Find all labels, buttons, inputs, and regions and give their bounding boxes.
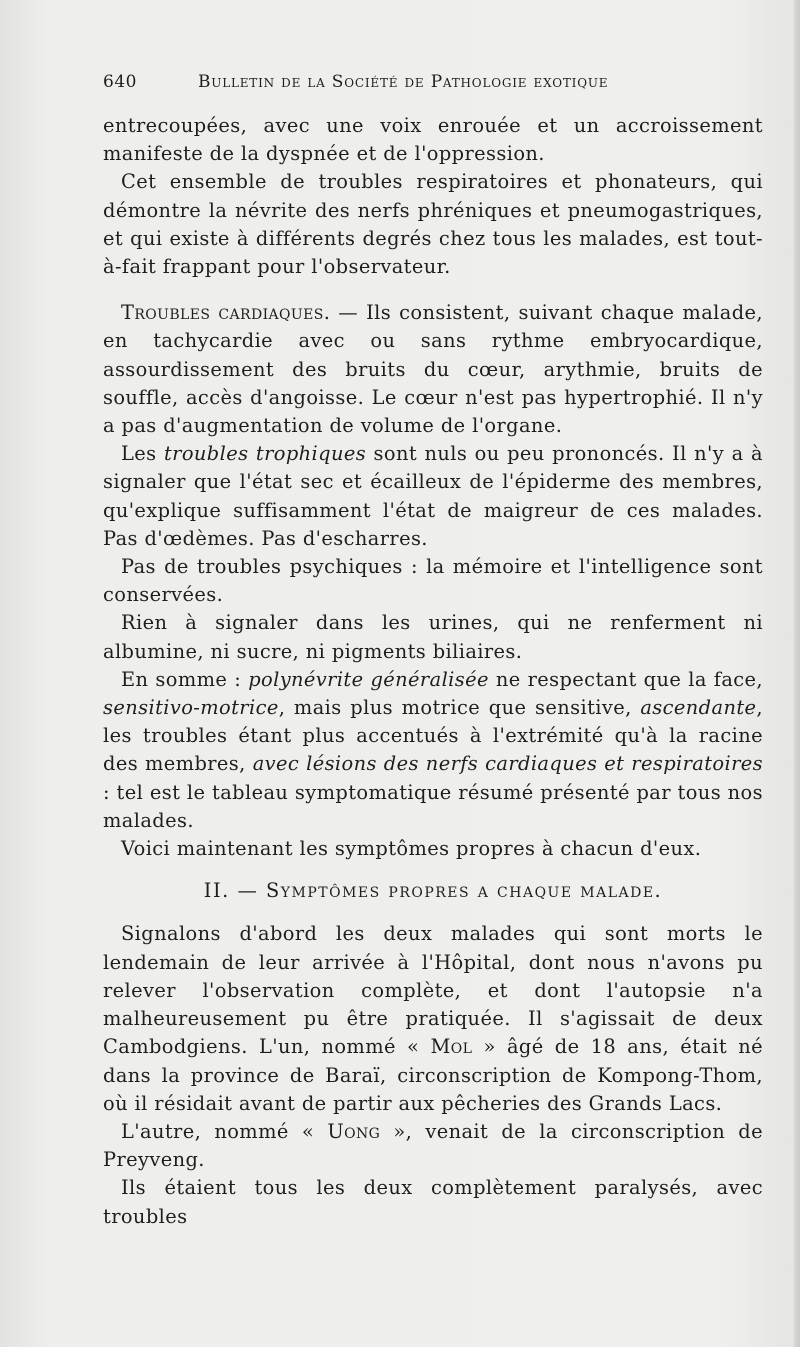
italic-term: avec lésions des nerfs cardiaques et respiratoires [252,752,764,776]
page-edge-shadow [794,0,800,1347]
italic-term: sensitivo-motrice [103,696,279,720]
text-run: , les troubles étant plus accentués à l'extrémité qu'à la racine des membres, [103,696,763,776]
paragraph: Ils étaient tous les deux complètement paralysés, avec troubles [103,1176,763,1228]
italic-term: troubles trophiques [163,442,367,466]
text-run: En somme : [121,667,249,691]
body-text [103,112,763,1231]
section-label: Troubles cardiaques. [121,301,331,325]
paragraph: Voici maintenant les symptômes propres à chacun d'eux. [121,837,702,861]
italic-term: polynévrite généralisée [248,667,489,691]
paragraph-summary [103,666,763,835]
patient-name: Mol [430,1035,473,1059]
paragraph: Pas de troubles psychiques : la mémoire et l'intelligence sont conservées. [103,555,763,607]
paragraph-patients [103,920,763,1117]
text-run: , mais plus motrice que sensitive, [278,696,641,720]
paragraph: Rien à signaler dans les urines, qui ne renferment ni albumine, ni sucre, ni pigments biliaires. [103,611,763,663]
italic-term: ascendante [640,696,757,720]
section-heading-text: II. — Symptômes propres a chaque malade. [203,879,663,903]
text-run: Signalons d'abord les deux malades qui sont morts le lendemain de leur arrivée à l'Hôpital, dont nous n'avons pu relever l'observation complète, et dont l'autopsie n'a malheureusement pu être pratiquée. Il s'agissait de deux Cambodgiens. L'un, nommé « [103,922,763,1059]
text-run: sont nuls ou peu prononcés. Il n'y a à signaler que l'état sec et écailleux de l'épiderme des membres, qu'explique suffisamment l'état de maigreur de ces malades. Pas d'œdèmes. Pas d'escharres. [103,442,763,550]
section-heading [103,877,763,905]
page-number: 640 [103,72,137,92]
text-run: ne respectant que la face, [488,667,763,691]
paragraph-second-patient [103,1118,763,1174]
text-run: Les [121,442,164,466]
paragraph: Cet ensemble de troubles respiratoires et phonateurs, qui démontre la névrite des nerfs phréniques et pneumogastriques, et qui existe à différents degrés chez tous les malades, est tout-à-fait frappant pour l'observateur. [103,170,763,279]
text-run: », venait de la circonscription de Preyveng. [103,1119,763,1172]
paragraph-trophic [103,440,763,553]
paragraph: entrecoupées, avec une voix enrouée et un accroissement manifeste de la dyspnée et de l'oppression. [103,114,763,166]
text-run: » âgé de 18 ans, était né dans la province de Baraï, circonscription de Kompong-Thom, où il résidait avant de partir aux pêcheries des Grands Lacs. [103,1035,763,1115]
text-run: : tel est le tableau symptomatique résumé présenté par tous nos malades. [103,780,763,832]
paragraph-cardiac [103,299,763,440]
text-run: L'autre, nommé « [121,1119,328,1143]
paragraph-text: — Ils consistent, suivant chaque malade, en tachycardie avec ou sans rythme embryocardique, assourdissement des bruits du cœur, arythmie, bruits de souffle, accès d'angoisse. Le cœur n'est pas hypertrophié. Il n'y a pas d'augmentation de volume de l'organe. [103,301,763,438]
journal-title: Bulletin de la Société de Pathologie exotique [198,72,609,92]
patient-name: Uong [327,1119,381,1143]
